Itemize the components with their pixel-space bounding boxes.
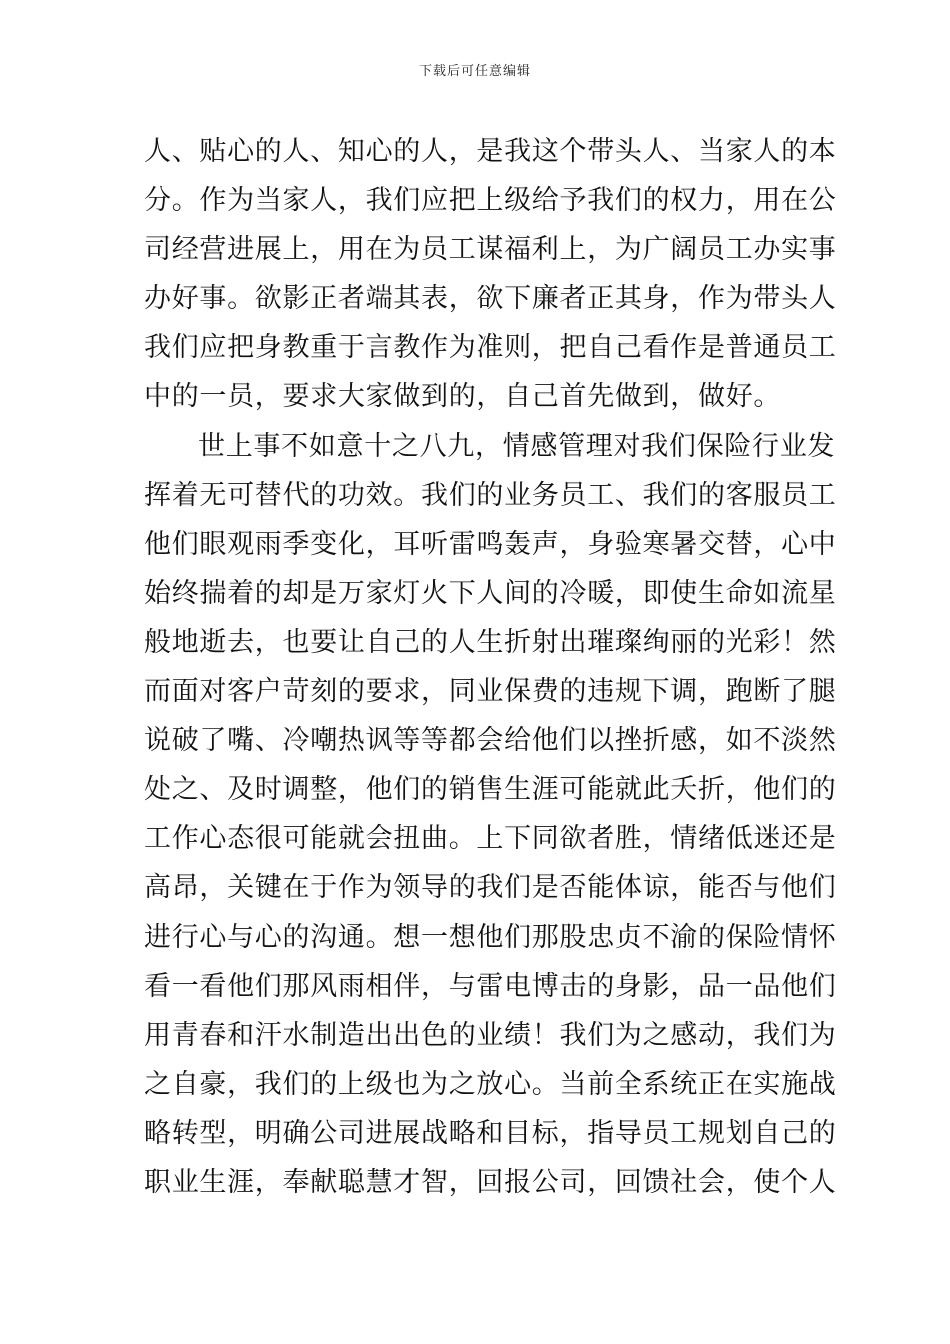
text-line: 般地逝去，也要让自己的人生折射出璀璨绚丽的光彩！然 <box>144 626 837 658</box>
text-line: 处之、及时调整，他们的销售生涯可能就此夭折，他们的 <box>144 774 837 806</box>
text-line: 用青春和汗水制造出出色的业绩！我们为之感动，我们为 <box>144 1019 837 1051</box>
text-line: 工作心态很可能就会扭曲。上下同欲者胜，情绪低迷还是 <box>144 823 837 855</box>
text-line: 之自豪，我们的上级也为之放心。当前全系统正在实施战 <box>144 1068 837 1100</box>
text-line: 办好事。欲影正者端其表，欲下廉者正其身，作为带头人 <box>144 283 837 315</box>
text-line: 我们应把身教重于言教作为准则，把自己看作是普通员工 <box>144 332 837 364</box>
text-line: 分。作为当家人，我们应把上级给予我们的权力，用在公 <box>144 185 837 217</box>
paragraph-1 <box>144 127 837 422</box>
text-line: 始终揣着的却是万家灯火下人间的冷暖，即使生命如流星 <box>144 577 837 609</box>
text-line: 说破了嘴、冷嘲热讽等等都会给他们以挫折感，如不淡然 <box>144 725 837 757</box>
text-line: 职业生涯，奉献聪慧才智，回报公司，回馈社会，使个人 <box>144 1166 837 1198</box>
text-line: 高昂，关键在于作为领导的我们是否能体谅，能否与他们 <box>144 872 837 904</box>
paragraph-2 <box>144 422 837 1208</box>
text-line: 司经营进展上，用在为员工谋福利上，为广阔员工办实事 <box>144 234 837 266</box>
text-line: 他们眼观雨季变化，耳听雷鸣轰声，身验寒暑交替，心中 <box>144 528 837 560</box>
text-line: 进行心与心的沟通。想一想他们那股忠贞不渝的保险情怀 <box>144 921 837 953</box>
text-line: 中的一员，要求大家做到的，自己首先做到，做好。 <box>144 381 782 413</box>
text-line: 人、贴心的人、知心的人，是我这个带头人、当家人的本 <box>144 136 837 167</box>
text-line: 挥着无可替代的功效。我们的业务员工、我们的客服员工 <box>144 479 837 511</box>
text-line: 而面对客户苛刻的要求，同业保费的违规下调，跑断了腿 <box>144 676 837 708</box>
text-line: 世上事不如意十之八九，情感管理对我们保险行业发 <box>198 430 836 462</box>
document-body <box>144 127 837 1207</box>
page-header: 下载后可任意编辑 <box>418 64 531 79</box>
text-line: 看一看他们那风雨相伴，与雷电博击的身影，品一品他们 <box>144 970 837 1002</box>
text-line: 略转型，明确公司进展战略和目标，指导员工规划自己的 <box>144 1117 837 1149</box>
